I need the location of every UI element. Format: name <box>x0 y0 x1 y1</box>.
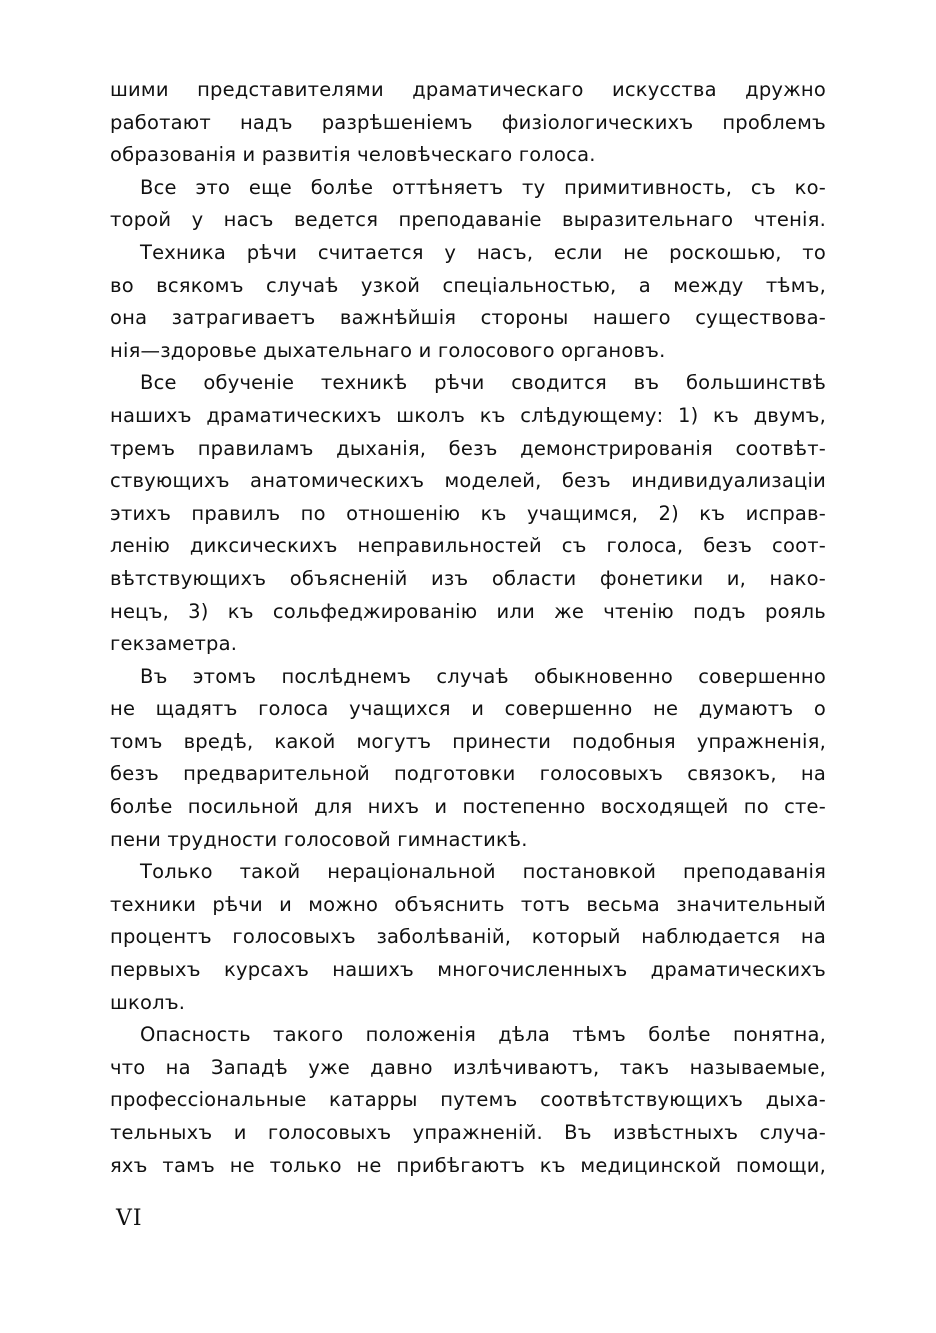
paragraph-6 <box>110 856 826 1019</box>
paragraph-2 <box>110 172 826 237</box>
text-line: она затрагиваетъ важнѣйшія стороны нашего существова- <box>110 306 826 330</box>
text-line: Техника рѣчи считается у насъ, если не роскошью, то <box>140 240 826 264</box>
text-line: процентъ голосовыхъ заболѣваній, который наблюдается на <box>110 925 826 949</box>
text-line: безъ предварительной подготовки голосовыхъ связокъ, на <box>110 762 826 786</box>
text-line: во всякомъ случаѣ узкой спеціальностью, а между тѣмъ, <box>110 273 826 297</box>
text-line: торой у насъ ведется преподаваніе выразительнаго чтенія. <box>110 208 826 232</box>
text-line: Опасность такого положенія дѣла тѣмъ болѣе понятна, <box>140 1023 826 1047</box>
paragraph-3 <box>110 237 826 367</box>
text-line: Только такой нераціональной постановкой преподаванія <box>140 860 826 884</box>
text-line: первыхъ курсахъ нашихъ многочисленныхъ драматическихъ <box>110 958 826 982</box>
text-line: профессіональные катарры путемъ соотвѣтствующихъ дыха- <box>110 1088 826 1112</box>
text-line: нецъ, 3) къ сольфеджированію или же чтенію подъ рояль <box>110 599 826 623</box>
text-line: вѣтствующихъ объясненій изъ области фонетики и, нако- <box>110 566 826 590</box>
text-line: образованія и развитія человѣческаго голоса. <box>110 143 596 167</box>
page-text <box>110 74 826 1182</box>
text-line: пени трудности голосовой гимнастикѣ. <box>110 827 528 851</box>
text-line: этихъ правилъ по отношенію къ учащимся, 2) къ исправ- <box>110 501 826 525</box>
paragraph-1 <box>110 74 826 172</box>
text-line: ствующихъ анатомическихъ моделей, безъ индивидуализаціи <box>110 469 826 493</box>
text-line: тельныхъ и голосовыхъ упражненій. Въ извѣстныхъ случа- <box>110 1121 826 1144</box>
paragraph-7 <box>110 1019 826 1182</box>
text-line: болѣе посильной для нихъ и постепенно восходящей по сте- <box>110 795 826 819</box>
text-line: не щадятъ голоса учащихся и совершенно не думаютъ о <box>110 697 826 721</box>
text-line: шими представителями драматическаго искусства дружно <box>110 78 826 101</box>
text-line: Въ этомъ послѣднемъ случаѣ обыкновенно совершенно <box>140 664 826 688</box>
text-line: ленію диксическихъ неправильностей съ голоса, безъ соот- <box>110 534 826 558</box>
text-line: Все обученіе техникѣ рѣчи сводится въ большинствѣ <box>140 371 826 395</box>
text-line: томъ вредѣ, какой могутъ принести подобныя упражненія, <box>110 729 826 753</box>
paragraph-4 <box>110 367 826 660</box>
text-line: что на Западѣ уже давно излѣчиваютъ, такъ называемые, <box>110 1055 826 1079</box>
text-line: работают надъ разрѣшеніемъ физiологическихъ проблемъ <box>110 110 826 134</box>
text-line: нія—здоровье дыхательнаго и голосового органовъ. <box>110 338 666 362</box>
text-line: тремъ правиламъ дыханія, безъ демонстрированія соотвѣт- <box>110 436 826 460</box>
text-line: нашихъ драматическихъ школъ къ слѣдующему: 1) къ двумъ, <box>110 403 826 427</box>
paragraph-5 <box>110 661 826 857</box>
text-line: Все это еще болѣе оттѣняетъ ту примитивность, съ ко- <box>140 175 826 199</box>
text-line: техники рѣчи и можно объяснить тотъ весьма значительный <box>110 892 826 916</box>
page-number: VI <box>116 1206 143 1231</box>
text-line: гекзаметра. <box>110 632 238 656</box>
text-line: школъ. <box>110 990 186 1014</box>
text-line: яхъ тамъ не только не прибѣгаютъ къ медицинской помощи, <box>110 1153 826 1177</box>
